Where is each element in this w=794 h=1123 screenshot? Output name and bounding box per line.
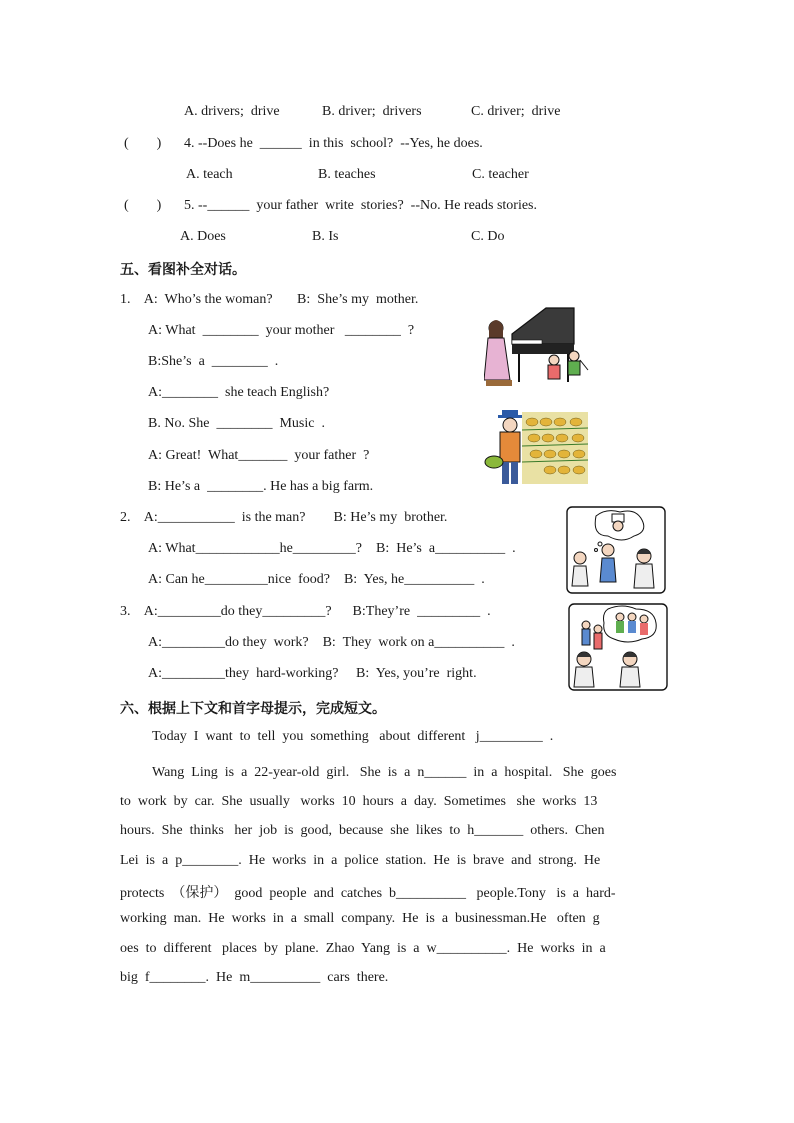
q5-answer-paren[interactable]: ( ) — [124, 198, 162, 213]
d2-line-2: A: What____________he_________? B: He’s a__________ . — [148, 541, 516, 556]
passage-line-7: oes to different places by plane. Zhao Yang is a w__________. He works in a — [120, 941, 606, 956]
passage-line-3: hours. She thinks her job is good, because she likes to h_______ others. Chen — [120, 823, 605, 838]
q4-option-c: C. teacher — [472, 167, 529, 182]
q4-option-b: B. teaches — [318, 167, 376, 182]
passage-line-1: Wang Ling is a 22-year-old girl. She is a n______ in a hospital. She goes — [152, 765, 617, 780]
d3-line-1: 3. A:_________do they_________? B:They’re _________ . — [120, 604, 491, 619]
d1-line-5: B. No. She ________ Music . — [148, 416, 325, 431]
d3-line-3: A:_________they hard-working? B: Yes, you’re right. — [148, 666, 477, 681]
d2-line-3: A: Can he_________nice food? B: Yes, he__________ . — [148, 572, 485, 587]
q3-option-b: B. driver; drivers — [322, 104, 422, 119]
q4-answer-paren[interactable]: ( ) — [124, 136, 162, 151]
q4-option-a: A. teach — [186, 167, 233, 182]
piano-teacher-illustration — [484, 304, 592, 390]
passage-intro: Today I want to tell you something about different j_________ . — [152, 729, 554, 744]
q5-option-b: B. Is — [312, 229, 339, 244]
passage-line-6: working man. He works in a small company. He is a businessman.He often g — [120, 911, 600, 926]
d1-line-7: B: He’s a ________. He has a big farm. — [148, 479, 374, 494]
farmers-illustration — [568, 603, 668, 691]
q5-stem: 5. --______ your father write stories? --No. He reads stories. — [184, 198, 538, 213]
section6-heading: 六、根据上下文和首字母提示，完成短文。 — [120, 701, 386, 717]
d3-line-2: A:_________do they work? B: They work on a__________ . — [148, 635, 515, 650]
d1-line-1: 1. A: Who’s the woman? B: She’s my mother. — [120, 292, 419, 307]
brother-cook-illustration — [566, 506, 666, 594]
passage-line-8: big f________. He m__________ cars there. — [120, 970, 389, 985]
d1-line-6: A: Great! What_______ your father ? — [148, 448, 370, 463]
q5-option-c: C. Do — [471, 229, 505, 244]
q5-option-a: A. Does — [180, 229, 226, 244]
passage-line-5: protects （保护） good people and catches b__________ people.Tony is a hard- — [120, 886, 616, 901]
q3-option-a: A. drivers; drive — [184, 104, 280, 119]
q3-option-c: C. driver; drive — [471, 104, 561, 119]
d2-line-1: 2. A:___________ is the man? B: He’s my brother. — [120, 510, 448, 525]
passage-line-2: to work by car. She usually works 10 hours a day. Sometimes she works 13 — [120, 794, 598, 809]
passage-line-4: Lei is a p________. He works in a police station. He is brave and strong. He — [120, 853, 601, 868]
d1-line-4: A:________ she teach English? — [148, 385, 330, 400]
section5-heading: 五、看图补全对话。 — [120, 262, 246, 278]
q4-stem: 4. --Does he ______ in this school? --Yes, he does. — [184, 136, 483, 151]
d1-line-3: B:She’s a ________ . — [148, 354, 279, 369]
d1-line-2: A: What ________ your mother ________ ? — [148, 323, 415, 338]
farmer-illustration — [484, 408, 592, 488]
